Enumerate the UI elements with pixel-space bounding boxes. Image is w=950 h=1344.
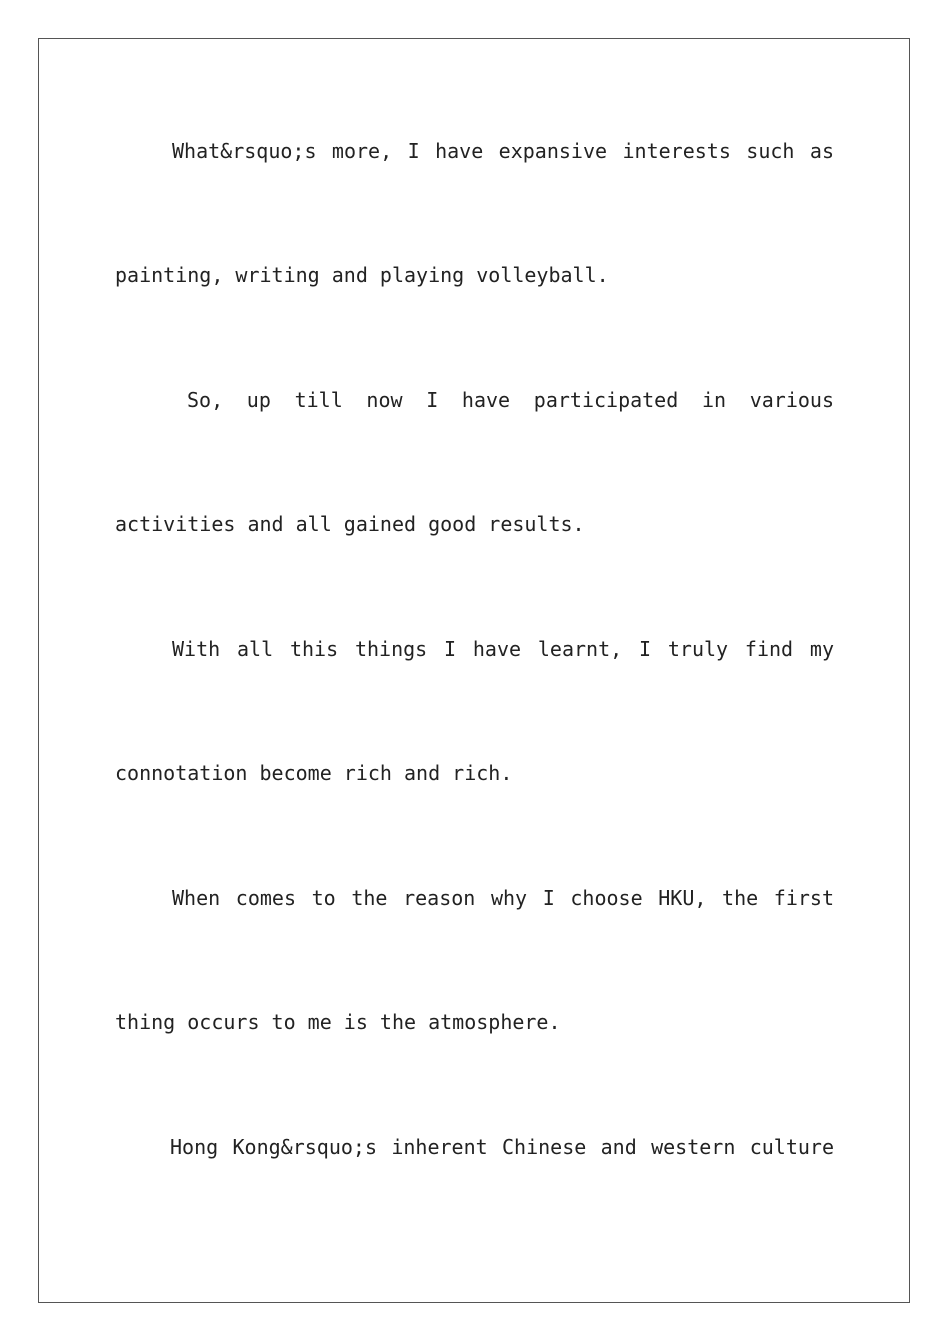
paragraph-line-6: connotation become rich and rich.: [115, 761, 513, 785]
paragraph-line-4: activities and all gained good results.: [115, 512, 585, 536]
paragraph-line-2: painting, writing and playing volleyball.: [115, 263, 609, 287]
document-page: [38, 38, 910, 1303]
paragraph-line-1: What&rsquo;s more, I have expansive interests such as: [172, 139, 834, 163]
paragraph-line-9: Hong Kong&rsquo;s inherent Chinese and western culture: [170, 1135, 834, 1159]
paragraph-line-8: thing occurs to me is the atmosphere.: [115, 1010, 561, 1034]
paragraph-line-3: So, up till now I have participated in various: [187, 388, 834, 412]
paragraph-line-7: When comes to the reason why I choose HKU, the first: [172, 886, 834, 910]
paragraph-line-5: With all this things I have learnt, I truly find my: [172, 637, 834, 661]
